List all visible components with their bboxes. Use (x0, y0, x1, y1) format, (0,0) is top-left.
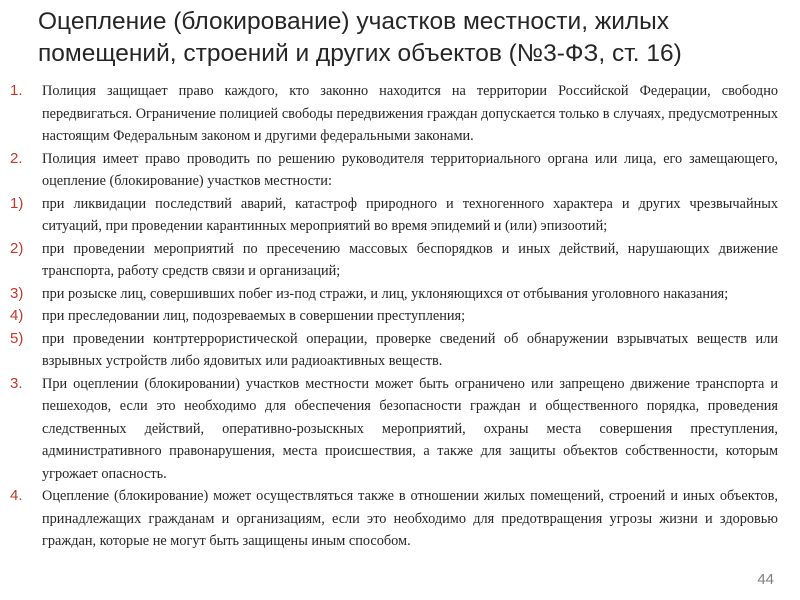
list-marker: 1) (10, 194, 24, 212)
list-item (8, 193, 778, 238)
list-marker: 3) (10, 284, 24, 302)
page-number: 44 (757, 571, 774, 588)
list-item-text: при проведении мероприятий по пресечению массовых беспорядков и иных действий, нарушающих движение транспорта, работу средств связи и организаций; (42, 240, 778, 279)
list-item-text: при преследовании лиц, подозреваемых в совершении преступления; (42, 308, 466, 324)
list-item (8, 328, 778, 373)
list-item (8, 373, 778, 486)
list-marker: 5) (10, 329, 24, 347)
list-item (8, 485, 778, 553)
list-marker: 1. (10, 82, 23, 99)
slide-title: Оцепление (блокирование) участков местности, жилых помещений, строений и других объектов (№3-ФЗ, ст. 16) (38, 8, 682, 67)
list-item-text: При оцеплении (блокировании) участков местности может быть ограничено или запрещено движение транспорта и пешеходов, если это необходимо для обеспечения безопасности граждан и общественного порядка, проведения следственных действий, оперативно-розыскных мероприятий, охраны места совершения преступления, административного правонарушения, места происшествия, а также для защиты объектов собственности, которым угрожает опасность. (42, 375, 778, 482)
list-marker: 4) (10, 307, 24, 324)
list-item-text: при ликвидации последствий аварий, катастроф природного и техногенного характера и других чрезвычайных ситуаций, при проведении карантинных мероприятий во время эпидемий и (или) эпизоотий; (42, 195, 778, 234)
list-marker: 2. (10, 149, 23, 167)
list-item (8, 80, 778, 148)
list-item (8, 305, 778, 328)
article-text (8, 80, 778, 553)
list-item-text: при розыске лиц, совершивших побег из-под стражи, и лиц, уклоняющихся от отбывания уголовного наказания; (42, 285, 729, 302)
list-marker: 2) (10, 239, 24, 257)
list-item-text: Полиция защищает право каждого, кто законно находится на территории Российской Федерации, свободно передвигаться. Ограничение полицией свободы передвижения граждан допускается только в случаях, предусмотренных настоящим Федеральным законом и другими федеральными законами. (42, 83, 778, 144)
list-item (8, 148, 778, 193)
list-item-text: Оцепление (блокирование) может осуществляться также в отношении жилых помещений, строений и иных объектов, принадлежащих гражданам и организациям, если это необходимо для предотвращения угрозы жизни и здоровью граждан, которые не могут быть защищены иным способом. (42, 488, 778, 549)
list-marker: 3. (10, 374, 23, 392)
list-marker: 4. (10, 487, 23, 504)
list-item-text: при проведении контртеррористической операции, проверке сведений об обнаружении взрывчатых веществ или взрывных устройств либо ядовитых или радиоактивных веществ. (42, 330, 778, 369)
list-item (8, 238, 778, 283)
list-item (8, 283, 778, 306)
list-item-text: Полиция имеет право проводить по решению руководителя территориального органа или лица, его замещающего, оцепление (блокирование) участков местности: (42, 150, 778, 189)
